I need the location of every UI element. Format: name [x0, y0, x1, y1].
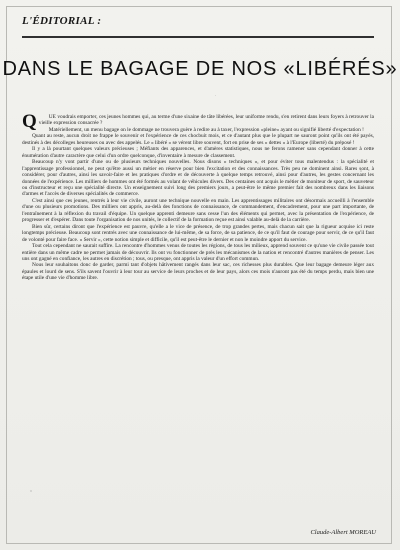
- article-paragraph-7: Bien sûr, certains diront que l'expérience est pauvre, qu'elle a le vice de présence, de trop grandes pertes, mais chacun sait que la rigueur acquise ici reste longtemps précieuse. Beaucoup sont rentrés avec une connaissance de lui-même, de sa force, de sa patience, de ce qu'il faut de courage pour servir, de ce qu'il faut de volonté pour faire face. « Servir », cette notion simple et difficile, qu'il est peut-être le dernier et non le moindre apport du service.: [22, 223, 374, 243]
- header-rule: [22, 36, 374, 38]
- paragraph-text: UE voudrais emporter, ces jeunes hommes qui, au terme d'une sixaine de tâte libérées, leur uniforme rendu, s'en retirent dans leurs foyers à retrouver la vieille expression consacrée ?: [38, 114, 374, 127]
- paper-speck: [30, 490, 32, 492]
- drop-cap: Q: [22, 111, 37, 132]
- article-paragraph-4: Il y a là pourtant quelques valeurs précieuses ; Méfiants des apparences, et d'amères statistiques, nous ne ferons ramener sans cependant donner à cette énumération d'autre caractère que celui d'un ordre quelconque, d'inventaire à mesure de classement.: [22, 146, 374, 159]
- article-paragraph-3: Quant au reste, aucun droit ne frappe le souvenir et l'expérience de ces chocbuit mois, et ce d'autant plus que le plupart ne sauront point qu'ils ont été payés, destinés à des décolleges heureuses ou avec des appelés. Le « libéré » se vérent libre souvent, fort en prise de ses « dettes » à l'Europe (liberté) du préposé !: [22, 133, 374, 146]
- editorial-article: [22, 111, 374, 282]
- article-paragraph-9: Nous leur souhaitons donc de garder, parmi tant d'objets hâtivement rangés dans leur sac, ces richesses plus durables. Que leur bagage demeure léger aux épaules et lourd de sens. S'ils savent l'ouvrir à leur tour au service de leurs proches et de leur pays, alors ces mois n'auront pas été du temps perdu, mais bien une étape utile d'une vie d'homme libre.: [22, 262, 374, 282]
- section-label: L'ÉDITORIAL :: [22, 15, 102, 27]
- page-title: DANS LE BAGAGE DE NOS «LIBÉRÉS»: [2, 58, 398, 80]
- article-paragraph-8: Tout cela cependant ne saurait suffire. La rencontre d'hommes venus de toutes les régions, de tous les milieux, apprend souvent ce qu'une vie civile passée tout entière dans un même cadre ne permet jamais de découvrir. Ils ont vu fonctionner de près les mécanismes de la nation et rencontré d'autres manières de penser. Les uns ont gagné en confiance, les autres en discrétion ; tous, ou presque, ont appris la valeur d'un effort commun.: [22, 243, 374, 262]
- author-signature: Claude-Albert MOREAU: [310, 529, 376, 536]
- paper-speck: [360, 170, 362, 172]
- article-paragraph-2: Matériellement, un menu bagage on le dommage ne trouvera guère à redire au à taxer, l'expression «pleine» ayant ou signifié liberté d'expectation !: [48, 126, 364, 133]
- article-paragraph-5: Beaucoup n'y vont partir d'une ou de plusieurs techniques nouvelles. Nous disons « techniques », et pour éviter tous malentendus : la spécialité et l'apprentissage professionnel, ne peut qu'être aussi un métier en réserve pour bien l'excitation et des connaissances. Très peu ne dominent ainsi. Rares sont, à considérer, pour d'autres, ainsi les savoir-faire et les pratiques d'ordre et de découverte à quelque temps retrouvé, ainsi pour d'autres, les gestes concernant les données de l'expérience. Les milliers de hommes ont été formés au volant de véhicules divers. Des centaines ont acquis le métier de moniteur de sport, de sauveteur ou d'instructeur et reçu une spécialité directe. Un enseignement suivi long des premiers jours, a peut-être le même premier fait des nombreux dans les liaisons d'armes et l'accès de diverses spécialités de commerce.: [22, 159, 374, 198]
- article-paragraph-6: C'est ainsi que ces jeunes, rentrés à leur vie civile, auront une technique nouvelle en main. Les apprentissages militaires ont désormais accueilli à l'ensemble d'une ou plusieurs promotions. Des milliers ont appris, au-delà des fonctions de connaissance, de commandement, d'encadrement, pour une part importante, de l'entraînement à la réflexion du travail d'équipe. Un quelque apprenti demeure sans cesse l'un des éléments qui permet, avec la présentation de l'expérience, de progresser et d'espérer. Dans toute l'organisation de nos unités, le collectif de la formation reçue est ainsi valable au-delà de la carrière.: [22, 197, 374, 224]
